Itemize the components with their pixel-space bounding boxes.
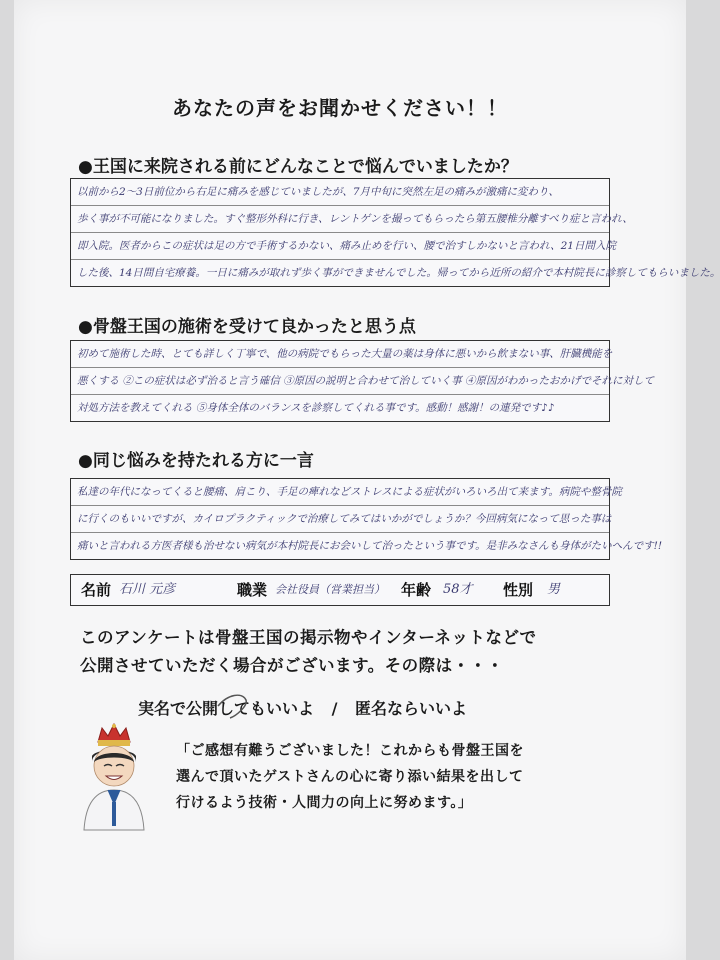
consent-real-name-option[interactable]: 実名で公開してもいいよ bbox=[138, 699, 315, 718]
consent-options bbox=[138, 696, 467, 719]
message-line: 「ご感想有難うございました！これからも骨盤王国を bbox=[176, 743, 524, 759]
answer-line: した後、14日間自宅療養。一日に痛みが取れず歩く事ができませんでした。帰ってから近所の紹介で本村院長に診察してもらいました。 bbox=[77, 267, 720, 279]
job-value: 会社役員（営業担当） bbox=[275, 583, 385, 596]
publication-notice bbox=[80, 624, 640, 680]
message-line: 行けるよう技術・人間力の向上に努めます。」 bbox=[176, 795, 473, 811]
answer-line: 痛いと言われる方医者様も治せない病気が本村院長にお会いして治ったという事です。是非みなさんも身体がたいへんです!! bbox=[77, 540, 663, 552]
message-line: 選んで頂いたゲストさんの心に寄り添い結果を出して bbox=[176, 769, 524, 785]
section-heading-before-visit: ●王国に来院される前にどんなことで悩んでいましたか？ bbox=[78, 157, 518, 177]
gender-value: 男 bbox=[547, 582, 561, 597]
answer-line: 即入院。医者からこの症状は足の方で手術するかない、痛み止めを行い、腰で治すしかないと言われ、21日間入院 bbox=[71, 233, 609, 260]
notice-line: このアンケートは骨盤王国の掲示物やインターネットなどで bbox=[80, 628, 537, 647]
gender-label: 性別 bbox=[503, 581, 534, 599]
age-value: 58才 bbox=[443, 582, 473, 597]
answer-line: 初めて施術した時、とても詳しく丁寧で、他の病院でもらった大量の薬は身体に悪いから飲まない事、肝臓機能を bbox=[71, 341, 609, 368]
consent-anonymous-option[interactable]: 匿名ならいいよ bbox=[355, 699, 468, 718]
answer-line: 以前から2〜3日前位から右足に痛みを感じていましたが、7月中旬に突然左足の痛みが激痛に変わり、 bbox=[71, 179, 609, 206]
answer-line: 悪くする ②この症状は必ず治ると言う確信 ③原因の説明と合わせて治していく事 ④原因がわかったおかげでそれに対して bbox=[71, 368, 609, 395]
notice-line: 公開させていただく場合がございます。その際は・・・ bbox=[80, 656, 504, 675]
page-title: あなたの声をお聞かせください！！ bbox=[172, 96, 508, 120]
answer-box-advice bbox=[70, 478, 663, 560]
answer-line: 私達の年代になってくると腰痛、肩こり、手足の痺れなどストレスによる症状がいろいろ出て来ます。病院や整骨院 bbox=[71, 479, 609, 506]
mascot-avatar-icon bbox=[74, 722, 154, 832]
consent-separator: / bbox=[331, 699, 338, 718]
answer-line: 対処方法を教えてくれる ⑤身体全体のバランスを診察してくれる事です。感動！感謝！の連発です♪♪ bbox=[77, 402, 555, 414]
answer-line: 歩く事が不可能になりました。すぐ整形外科に行き、レントゲンを撮ってもらったら第五腰椎分離すべり症と言われ、 bbox=[71, 206, 609, 233]
name-value: 石川 元彦 bbox=[119, 582, 176, 597]
clinic-message bbox=[176, 738, 616, 816]
answer-box-before-visit bbox=[70, 178, 720, 287]
answer-box-good-points bbox=[70, 340, 655, 422]
answer-line: に行くのもいいですが、カイロプラクティックで治療してみてはいかがでしょうか？今回病気になって思った事は bbox=[71, 506, 609, 533]
section-heading-good-points: ●骨盤王国の施術を受けて良かったと思う点 bbox=[78, 317, 416, 337]
job-label: 職業 bbox=[237, 581, 268, 599]
checkmark-icon bbox=[212, 690, 252, 720]
age-label: 年齢 bbox=[401, 581, 432, 599]
name-label: 名前 bbox=[81, 581, 112, 599]
profile-row bbox=[70, 574, 610, 606]
section-heading-advice: ●同じ悩みを持たれる方に一言 bbox=[78, 451, 314, 471]
